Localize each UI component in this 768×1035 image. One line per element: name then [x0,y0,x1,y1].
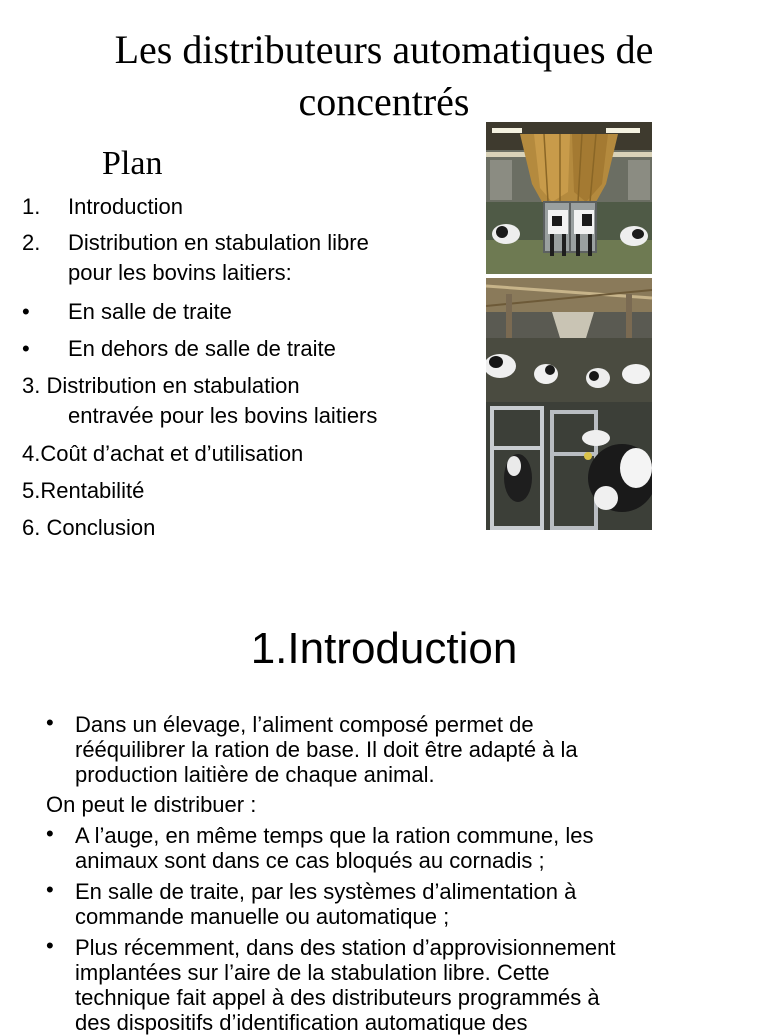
feeder-photo-bottom [486,278,652,530]
paragraph-line: des dispositifs d’identification automatique des [75,1010,528,1035]
slide-introduction [0,580,768,1035]
plan-item-text: En dehors de salle de traite [68,336,336,361]
plan-item-marker: 1. [22,194,41,219]
paragraph-line: implantées sur l’aire de la stabulation libre. Cette [75,960,550,985]
plan-item-text: 5.Rentabilité [22,478,145,503]
plan-item-bullet: • [22,299,30,324]
bullet-marker: • [46,821,54,846]
paragraph-line: animaux sont dans ce cas bloqués au cornadis ; [75,848,545,873]
paragraph-line: commande manuelle ou automatique ; [75,904,450,929]
plan-item-text: Introduction [68,194,183,219]
paragraph-line: Plus récemment, dans des station d’approvisionnement [75,935,616,960]
plan-heading: Plan [102,145,163,182]
plan-item-text-continued: entravée pour les bovins laitiers [68,403,378,428]
feeder-photo-top [486,122,652,274]
bullet-marker: • [46,877,54,902]
paragraph-line: En salle de traite, par les systèmes d’alimentation à [75,879,577,904]
title-line-1: Les distributeurs automatiques de [114,27,654,72]
plan-item-bullet: • [22,336,30,361]
plan-item-text: 6. Conclusion [22,515,156,540]
plan-item-marker: 2. [22,230,41,255]
plan-item-text: 3. Distribution en stabulation [22,373,300,398]
slide-title: 1.Introduction [250,624,518,673]
plan-item-text-continued: pour les bovins laitiers: [68,260,292,285]
slide-title [0,24,768,128]
title-line-2: concentrés [298,79,470,124]
barn-feeder-image [486,122,652,274]
bullet-marker: • [46,933,54,958]
plan-item-text: Distribution en stabulation libre [68,230,369,255]
free-stall-cows-image [486,278,652,530]
plan-item-text: En salle de traite [68,299,232,324]
bullet-marker: • [46,710,54,735]
paragraph-line: technique fait appel à des distributeurs programmés à [75,985,600,1010]
paragraph-line: On peut le distribuer : [46,792,257,817]
paragraph-line: Dans un élevage, l’aliment composé permet de [75,712,534,737]
paragraph-line: production laitière de chaque animal. [75,762,435,787]
paragraph-line: A l’auge, en même temps que la ration commune, les [75,823,594,848]
plan-item-text: 4.Coût d’achat et d’utilisation [22,441,304,466]
paragraph-line: rééquilibrer la ration de base. Il doit être adapté à la [75,737,578,762]
